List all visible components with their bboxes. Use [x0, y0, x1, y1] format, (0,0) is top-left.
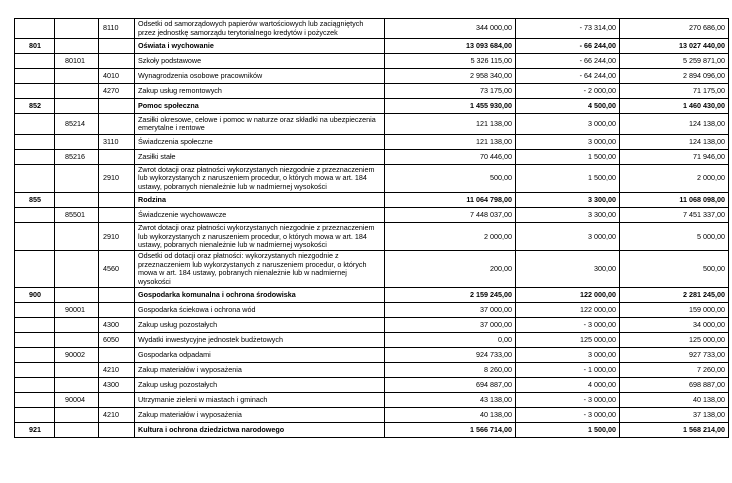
rozdzial-cell [55, 39, 99, 54]
rozdzial-cell [55, 288, 99, 303]
change-amount-cell: 1 500,00 [516, 423, 620, 438]
item-name-cell: Zwrot dotacji oraz płatności wykorzystanych niezgodnie z przeznaczeniem lub wykorzystanych z naruszeniem procedur, o których mowa w art. 184 ustawy, pobranych nienależnie lub w nadmiernej wysokości [135, 223, 385, 251]
change-amount-cell: 3 300,00 [516, 193, 620, 208]
rozdzial-cell [55, 318, 99, 333]
dzial-cell [15, 208, 55, 223]
dzial-cell [15, 348, 55, 363]
section-row [15, 193, 729, 208]
item-name-cell: Zasiłki okresowe, celowe i pomoc w naturze oraz składki na ubezpieczenia emerytalne i rentowe [135, 114, 385, 135]
item-name-cell: Świadczenia społeczne [135, 135, 385, 150]
dzial-cell: 801 [15, 39, 55, 54]
rozdzial-cell [55, 165, 99, 193]
paragraf-cell [99, 54, 135, 69]
rozdzial-cell [55, 193, 99, 208]
dzial-cell: 852 [15, 99, 55, 114]
paragraf-cell [99, 208, 135, 223]
plan-amount-cell: 2 000,00 [385, 223, 516, 251]
after-change-amount-cell: 7 451 337,00 [620, 208, 729, 223]
rozdzial-cell: 85216 [55, 150, 99, 165]
paragraph-row [15, 408, 729, 423]
change-amount-cell: - 66 244,00 [516, 54, 620, 69]
rozdzial-cell [55, 251, 99, 288]
after-change-amount-cell: 270 686,00 [620, 19, 729, 39]
item-name-cell: Świadczenie wychowawcze [135, 208, 385, 223]
rozdzial-cell: 85501 [55, 208, 99, 223]
paragraf-cell [99, 288, 135, 303]
paragraf-cell: 4210 [99, 363, 135, 378]
after-change-amount-cell: 40 138,00 [620, 393, 729, 408]
plan-amount-cell: 924 733,00 [385, 348, 516, 363]
change-amount-cell: - 3 000,00 [516, 318, 620, 333]
paragraph-row [15, 135, 729, 150]
after-change-amount-cell: 500,00 [620, 251, 729, 288]
rozdzial-cell [55, 69, 99, 84]
after-change-amount-cell: 7 260,00 [620, 363, 729, 378]
plan-amount-cell: 344 000,00 [385, 19, 516, 39]
dzial-cell [15, 333, 55, 348]
item-name-cell: Gospodarka komunalna i ochrona środowiska [135, 288, 385, 303]
plan-amount-cell: 73 175,00 [385, 84, 516, 99]
paragraph-row [15, 363, 729, 378]
after-change-amount-cell: 5 259 871,00 [620, 54, 729, 69]
change-amount-cell: 1 500,00 [516, 150, 620, 165]
after-change-amount-cell: 927 733,00 [620, 348, 729, 363]
change-amount-cell: 122 000,00 [516, 303, 620, 318]
dzial-cell [15, 393, 55, 408]
dzial-cell [15, 114, 55, 135]
paragraf-cell: 6050 [99, 333, 135, 348]
item-name-cell: Kultura i ochrona dziedzictwa narodowego [135, 423, 385, 438]
item-name-cell: Zakup usług pozostałych [135, 378, 385, 393]
after-change-amount-cell: 125 000,00 [620, 333, 729, 348]
change-amount-cell: 3 000,00 [516, 223, 620, 251]
paragraf-cell: 3110 [99, 135, 135, 150]
dzial-cell [15, 303, 55, 318]
item-name-cell: Wydatki inwestycyjne jednostek budżetowych [135, 333, 385, 348]
change-amount-cell: 3 300,00 [516, 208, 620, 223]
change-amount-cell: - 2 000,00 [516, 84, 620, 99]
paragraf-cell: 4300 [99, 378, 135, 393]
plan-amount-cell: 2 159 245,00 [385, 288, 516, 303]
rozdzial-cell [55, 99, 99, 114]
change-amount-cell: 3 000,00 [516, 348, 620, 363]
paragraph-row [15, 223, 729, 251]
rozdzial-cell [55, 19, 99, 39]
paragraph-row [15, 19, 729, 39]
plan-amount-cell: 5 326 115,00 [385, 54, 516, 69]
dzial-cell [15, 165, 55, 193]
chapter-row [15, 208, 729, 223]
item-name-cell: Zwrot dotacji oraz płatności wykorzystanych niezgodnie z przeznaczeniem lub wykorzystanych z naruszeniem procedur, o których mowa w art. 184 ustawy, pobranych nienależnie lub w nadmiernej wysokości [135, 165, 385, 193]
change-amount-cell: 3 000,00 [516, 114, 620, 135]
paragraf-cell: 8110 [99, 19, 135, 39]
paragraf-cell [99, 193, 135, 208]
paragraf-cell: 2910 [99, 165, 135, 193]
plan-amount-cell: 8 260,00 [385, 363, 516, 378]
chapter-row [15, 348, 729, 363]
paragraph-row [15, 251, 729, 288]
item-name-cell: Zakup usług pozostałych [135, 318, 385, 333]
dzial-cell [15, 378, 55, 393]
paragraf-cell [99, 348, 135, 363]
paragraf-cell: 4010 [99, 69, 135, 84]
change-amount-cell: 4 000,00 [516, 378, 620, 393]
paragraph-row [15, 69, 729, 84]
change-amount-cell: - 64 244,00 [516, 69, 620, 84]
change-amount-cell: 300,00 [516, 251, 620, 288]
after-change-amount-cell: 71 175,00 [620, 84, 729, 99]
dzial-cell [15, 251, 55, 288]
item-name-cell: Oświata i wychowanie [135, 39, 385, 54]
change-amount-cell: 3 000,00 [516, 135, 620, 150]
rozdzial-cell: 85214 [55, 114, 99, 135]
rozdzial-cell [55, 363, 99, 378]
dzial-cell: 900 [15, 288, 55, 303]
plan-amount-cell: 694 887,00 [385, 378, 516, 393]
paragraph-row [15, 84, 729, 99]
plan-amount-cell: 37 000,00 [385, 303, 516, 318]
after-change-amount-cell: 1 568 214,00 [620, 423, 729, 438]
paragraf-cell [99, 303, 135, 318]
after-change-amount-cell: 698 887,00 [620, 378, 729, 393]
plan-amount-cell: 500,00 [385, 165, 516, 193]
paragraph-row [15, 378, 729, 393]
paragraf-cell [99, 39, 135, 54]
after-change-amount-cell: 2 000,00 [620, 165, 729, 193]
rozdzial-cell [55, 84, 99, 99]
after-change-amount-cell: 37 138,00 [620, 408, 729, 423]
plan-amount-cell: 0,00 [385, 333, 516, 348]
dzial-cell: 855 [15, 193, 55, 208]
plan-amount-cell: 121 138,00 [385, 114, 516, 135]
paragraf-cell: 4560 [99, 251, 135, 288]
dzial-cell [15, 318, 55, 333]
budget-table [14, 18, 729, 438]
section-row [15, 288, 729, 303]
change-amount-cell: - 73 314,00 [516, 19, 620, 39]
item-name-cell: Gospodarka ściekowa i ochrona wód [135, 303, 385, 318]
item-name-cell: Rodzina [135, 193, 385, 208]
paragraf-cell: 4270 [99, 84, 135, 99]
rozdzial-cell [55, 333, 99, 348]
rozdzial-cell [55, 408, 99, 423]
after-change-amount-cell: 159 000,00 [620, 303, 729, 318]
paragraf-cell [99, 99, 135, 114]
rozdzial-cell: 90002 [55, 348, 99, 363]
plan-amount-cell: 37 000,00 [385, 318, 516, 333]
plan-amount-cell: 43 138,00 [385, 393, 516, 408]
plan-amount-cell: 2 958 340,00 [385, 69, 516, 84]
change-amount-cell: 122 000,00 [516, 288, 620, 303]
paragraf-cell [99, 150, 135, 165]
paragraf-cell: 4300 [99, 318, 135, 333]
plan-amount-cell: 70 446,00 [385, 150, 516, 165]
dzial-cell [15, 150, 55, 165]
item-name-cell: Odsetki od dotacji oraz płatności: wykorzystanych niezgodnie z przeznaczeniem lub wykorzystanych z naruszeniem procedur, o których mowa w art. 184 ustawy, pobranych nienależnie lub w nadmiernej wysokości [135, 251, 385, 288]
item-name-cell: Zakup materiałów i wyposażenia [135, 363, 385, 378]
rozdzial-cell [55, 423, 99, 438]
dzial-cell [15, 54, 55, 69]
paragraf-cell: 2910 [99, 223, 135, 251]
change-amount-cell: - 1 000,00 [516, 363, 620, 378]
plan-amount-cell: 7 448 037,00 [385, 208, 516, 223]
chapter-row [15, 54, 729, 69]
chapter-row [15, 393, 729, 408]
after-change-amount-cell: 1 460 430,00 [620, 99, 729, 114]
item-name-cell: Gospodarka odpadami [135, 348, 385, 363]
after-change-amount-cell: 5 000,00 [620, 223, 729, 251]
item-name-cell: Odsetki od samorządowych papierów wartościowych lub zaciągniętych przez jednostkę samorządu terytorialnego kredytów i pożyczek [135, 19, 385, 39]
paragraf-cell [99, 393, 135, 408]
after-change-amount-cell: 13 027 440,00 [620, 39, 729, 54]
after-change-amount-cell: 34 000,00 [620, 318, 729, 333]
after-change-amount-cell: 71 946,00 [620, 150, 729, 165]
item-name-cell: Pomoc społeczna [135, 99, 385, 114]
change-amount-cell: 4 500,00 [516, 99, 620, 114]
chapter-row [15, 150, 729, 165]
after-change-amount-cell: 2 894 096,00 [620, 69, 729, 84]
change-amount-cell: - 3 000,00 [516, 393, 620, 408]
paragraph-row [15, 333, 729, 348]
plan-amount-cell: 1 566 714,00 [385, 423, 516, 438]
dzial-cell [15, 135, 55, 150]
rozdzial-cell [55, 378, 99, 393]
plan-amount-cell: 11 064 798,00 [385, 193, 516, 208]
paragraph-row [15, 318, 729, 333]
dzial-cell [15, 223, 55, 251]
dzial-cell [15, 19, 55, 39]
rozdzial-cell: 90004 [55, 393, 99, 408]
change-amount-cell: - 66 244,00 [516, 39, 620, 54]
change-amount-cell: - 3 000,00 [516, 408, 620, 423]
paragraph-row [15, 165, 729, 193]
rozdzial-cell [55, 135, 99, 150]
rozdzial-cell [55, 223, 99, 251]
paragraf-cell [99, 423, 135, 438]
dzial-cell [15, 69, 55, 84]
plan-amount-cell: 121 138,00 [385, 135, 516, 150]
change-amount-cell: 125 000,00 [516, 333, 620, 348]
dzial-cell [15, 408, 55, 423]
budget-rows [15, 19, 729, 438]
item-name-cell: Utrzymanie zieleni w miastach i gminach [135, 393, 385, 408]
dzial-cell: 921 [15, 423, 55, 438]
plan-amount-cell: 40 138,00 [385, 408, 516, 423]
dzial-cell [15, 84, 55, 99]
rozdzial-cell: 80101 [55, 54, 99, 69]
chapter-row [15, 114, 729, 135]
change-amount-cell: 1 500,00 [516, 165, 620, 193]
section-row [15, 39, 729, 54]
plan-amount-cell: 13 093 684,00 [385, 39, 516, 54]
paragraf-cell: 4210 [99, 408, 135, 423]
plan-amount-cell: 1 455 930,00 [385, 99, 516, 114]
after-change-amount-cell: 2 281 245,00 [620, 288, 729, 303]
item-name-cell: Szkoły podstawowe [135, 54, 385, 69]
section-row [15, 423, 729, 438]
item-name-cell: Zakup usług remontowych [135, 84, 385, 99]
item-name-cell: Zasiłki stałe [135, 150, 385, 165]
after-change-amount-cell: 11 068 098,00 [620, 193, 729, 208]
section-row [15, 99, 729, 114]
dzial-cell [15, 363, 55, 378]
paragraf-cell [99, 114, 135, 135]
after-change-amount-cell: 124 138,00 [620, 114, 729, 135]
item-name-cell: Wynagrodzenia osobowe pracowników [135, 69, 385, 84]
plan-amount-cell: 200,00 [385, 251, 516, 288]
after-change-amount-cell: 124 138,00 [620, 135, 729, 150]
chapter-row [15, 303, 729, 318]
rozdzial-cell: 90001 [55, 303, 99, 318]
item-name-cell: Zakup materiałów i wyposażenia [135, 408, 385, 423]
